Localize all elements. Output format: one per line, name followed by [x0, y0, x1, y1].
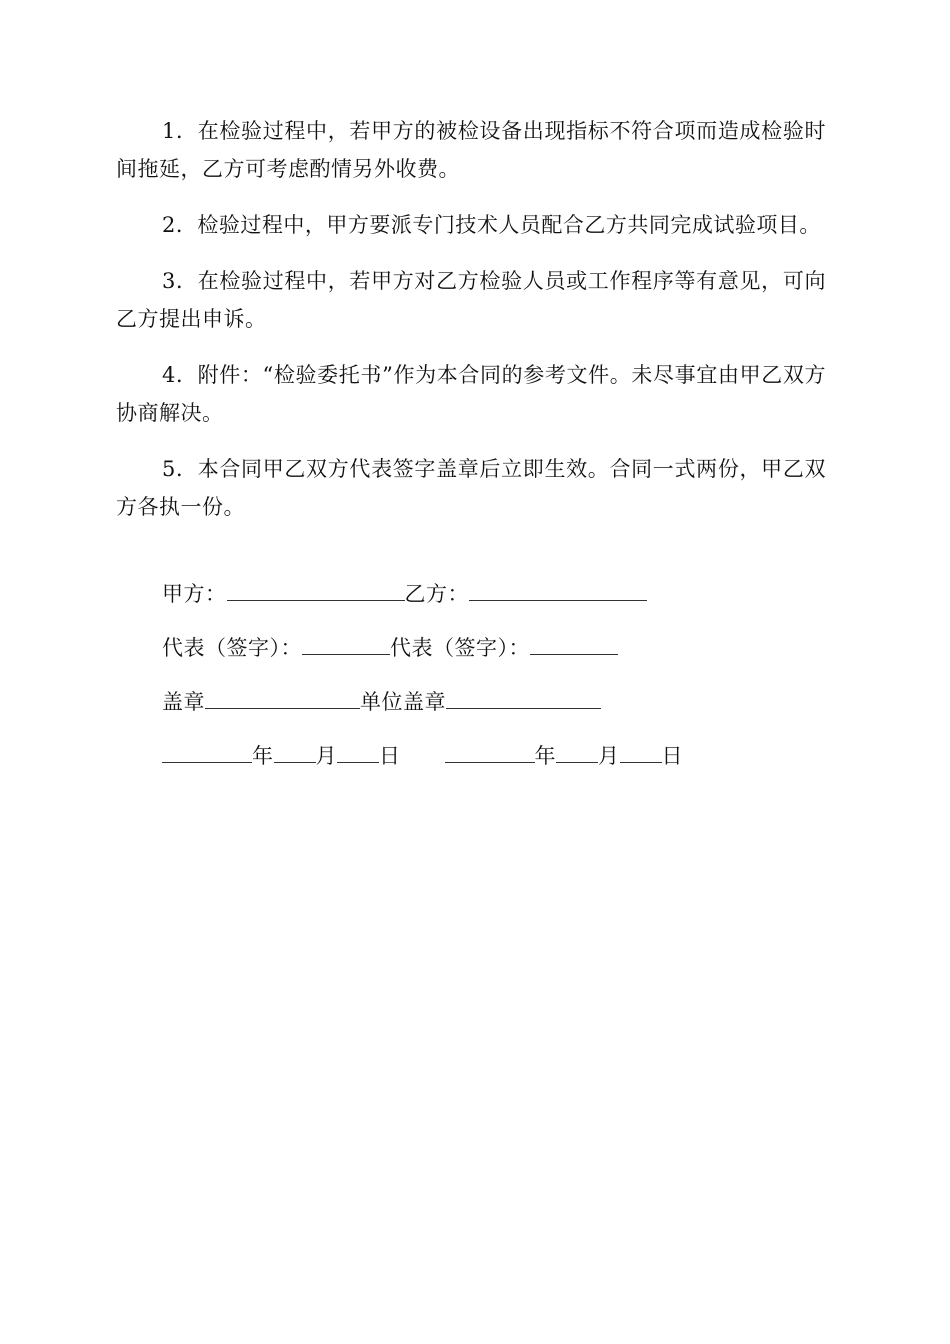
- rep-a-label: 代表（签字）：: [162, 636, 302, 660]
- date-line: [162, 736, 762, 772]
- party-line: [162, 574, 762, 610]
- unit-seal-blank: [446, 682, 601, 709]
- party-a-label: 甲方：: [162, 582, 227, 606]
- year-b-blank: [445, 736, 535, 763]
- clause-5: 5．本合同甲乙双方代表签字盖章后立即生效。合同一式两份，甲乙双方各执一份。: [116, 457, 826, 519]
- day-b-label: 日: [661, 744, 683, 768]
- month-b-blank: [556, 736, 598, 763]
- party-b-label: 乙方：: [404, 582, 469, 606]
- representative-line: [162, 628, 762, 664]
- party-a-blank: [227, 574, 405, 601]
- rep-b-label: 代表（签字）：: [390, 636, 530, 660]
- party-b-blank: [469, 574, 647, 601]
- rep-b-blank: [530, 628, 618, 655]
- year-b-label: 年: [534, 744, 556, 768]
- day-b-blank: [620, 736, 662, 763]
- seal-label: 盖章: [162, 690, 205, 714]
- clause-3: 3．在检验过程中，若甲方对乙方检验人员或工作程序等有意见，可向乙方提出申诉。: [116, 269, 826, 331]
- contract-clauses: [116, 112, 826, 544]
- day-a-label: 日: [379, 744, 401, 768]
- signature-block: [162, 574, 762, 790]
- clause-4: 4．附件：“检验委托书”作为本合同的参考文件。未尽事宜由甲乙双方协商解决。: [116, 363, 826, 425]
- seal-blank: [205, 682, 360, 709]
- clause-2: 2．检验过程中，甲方要派专门技术人员配合乙方共同完成试验项目。: [162, 213, 821, 237]
- clause-1: 1．在检验过程中，若甲方的被检设备出现指标不符合项而造成检验时间拖延，乙方可考虑酌情另外收费。: [116, 119, 826, 181]
- month-b-label: 月: [598, 744, 620, 768]
- seal-line: [162, 682, 762, 718]
- rep-a-blank: [302, 628, 390, 655]
- month-a-label: 月: [315, 744, 337, 768]
- month-a-blank: [274, 736, 316, 763]
- year-a-blank: [162, 736, 252, 763]
- unit-seal-label: 单位盖章: [360, 690, 446, 714]
- year-a-label: 年: [252, 744, 274, 768]
- day-a-blank: [337, 736, 379, 763]
